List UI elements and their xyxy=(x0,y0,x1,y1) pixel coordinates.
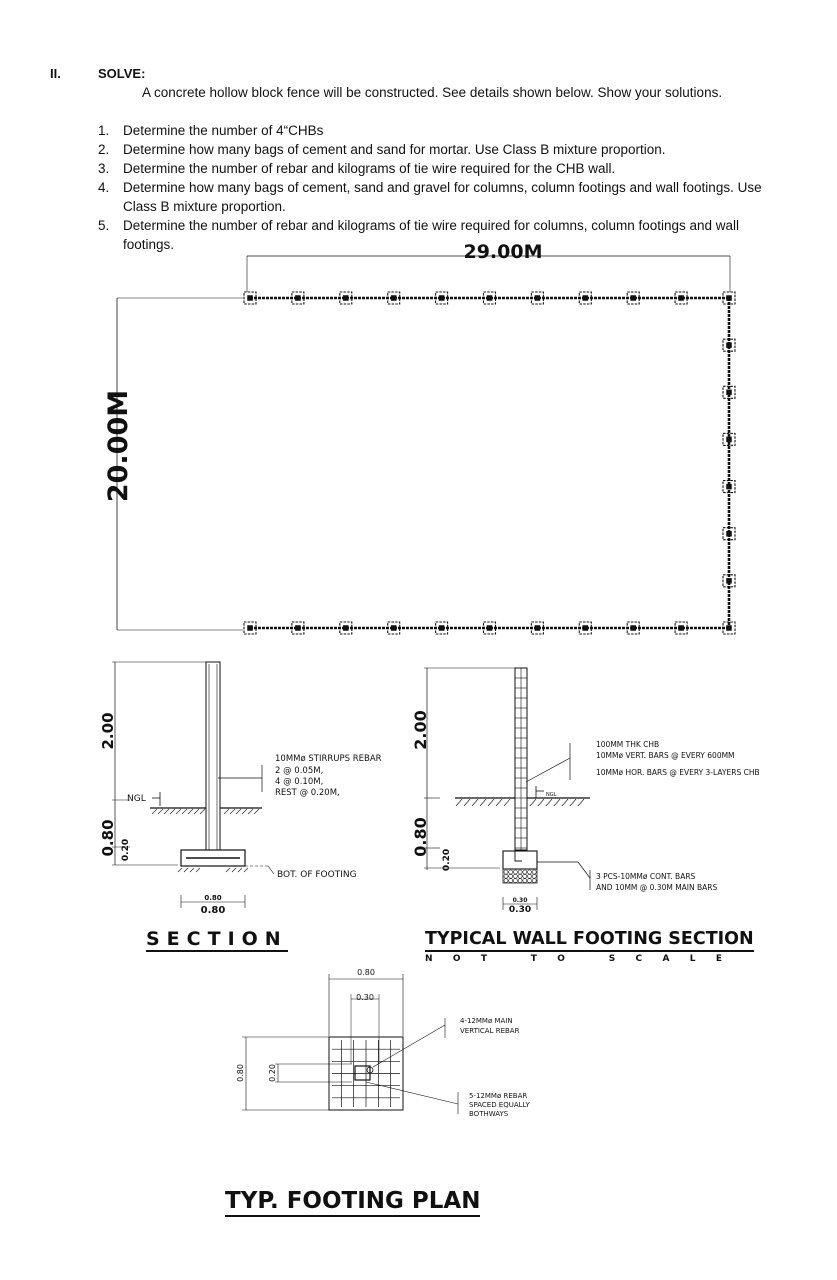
footing-dim-outer: 0.80 xyxy=(357,968,375,977)
wall-footing-thickness: 0.20 xyxy=(442,848,452,872)
wall-footing-subheading: N O T T O S C A L E xyxy=(425,954,731,964)
note-rebar-3: BOTHWAYS xyxy=(469,1110,509,1118)
plan-column xyxy=(579,292,591,304)
wall-footing-labels xyxy=(411,710,760,915)
problem-title: SOLVE: xyxy=(98,66,146,81)
note-continuous-bars: 3 PCS-10MMø CONT. BARS xyxy=(596,872,696,881)
section-ngl: NGL xyxy=(127,794,146,804)
note-main-rebar-2: VERTICAL REBAR xyxy=(460,1027,520,1035)
note-rebar-1: 5-12MMø REBAR xyxy=(469,1092,528,1100)
plan-column xyxy=(436,292,448,304)
stirrups-line-1: 2 @ 0.05M, xyxy=(275,766,324,776)
footing-dim-side: 0.80 xyxy=(236,1064,245,1082)
wall-height: 2.00 xyxy=(411,710,430,750)
note-chb: 100MM THK CHB xyxy=(596,740,660,749)
plan-column xyxy=(531,292,543,304)
plan-columns xyxy=(244,292,735,634)
footing-dim-column: 0.20 xyxy=(268,1064,277,1082)
question-item: 5. Determine the number of rebar and kilograms of tie wire required for columns, column footings and wall footings. xyxy=(98,218,740,252)
plan-column xyxy=(388,292,400,304)
problem-intro: A concrete hollow block fence will be constructed. See details shown below. Show your solutions. xyxy=(142,85,723,100)
plan-column xyxy=(579,622,591,634)
stirrups-title: 10MMø STIRRUPS REBAR xyxy=(275,754,382,764)
note-rebar-2: SPACED EQUALLY xyxy=(469,1101,530,1109)
wall-width: 0.30 xyxy=(508,905,532,915)
section-footing-thickness: 0.20 xyxy=(121,838,131,862)
plan-column xyxy=(484,622,496,634)
column-body xyxy=(206,662,220,850)
plan-column xyxy=(388,622,400,634)
note-main-bars: AND 10MM @ 0.30M MAIN BARS xyxy=(596,883,718,892)
note-vertical-bars: 10MMø VERT. BARS @ EVERY 600MM xyxy=(596,751,735,760)
section-width: 0.80 xyxy=(200,905,226,916)
problem-number: II. xyxy=(50,66,61,81)
note-main-rebar-1: 4-12MMø MAIN xyxy=(460,1017,513,1025)
section-below-height: 0.80 xyxy=(99,819,117,857)
wall-below-height: 0.80 xyxy=(411,817,430,857)
question-item: 3. Determine the number of rebar and kilograms of tie wire required for the CHB wall. xyxy=(98,161,616,176)
footing-dim-inner: 0.30 xyxy=(356,993,374,1002)
footing-plan xyxy=(242,974,458,1114)
note-horizontal-bars: 10MMø HOR. BARS @ EVERY 3-LAYERS CHB xyxy=(596,768,760,777)
stirrups-line-3: REST @ 0.20M, xyxy=(275,788,340,798)
wall-ngl: NGL xyxy=(546,792,557,798)
wall-footing-heading: TYPICAL WALL FOOTING SECTION xyxy=(425,931,754,952)
question-item: 4. Determine how many bags of cement, sand and gravel for columns, column footings and wall footings. Use Class B mixture proportion. xyxy=(98,180,762,214)
footing-plan-labels xyxy=(236,968,531,1118)
plan-width-label: 20.00M xyxy=(103,389,134,503)
section-width-small: 0.80 xyxy=(204,894,222,902)
wall-width-small: 0.30 xyxy=(512,897,528,904)
plan-column xyxy=(531,622,543,634)
column-section-labels xyxy=(99,712,382,916)
plan-column xyxy=(484,292,496,304)
column-section xyxy=(112,662,274,908)
wall-footing xyxy=(503,851,537,869)
fence-plan xyxy=(117,256,735,634)
wall-footing-section xyxy=(424,668,590,910)
plan-column xyxy=(723,528,735,540)
plan-column xyxy=(436,622,448,634)
question-item: 2. Determine how many bags of cement and sand for mortar. Use Class B mixture proportion. xyxy=(98,142,666,157)
bottom-of-footing: BOT. OF FOOTING xyxy=(277,870,357,880)
section-heading: SECTION xyxy=(146,928,288,950)
stirrups-line-2: 4 @ 0.10M, xyxy=(275,777,324,787)
section-wall-height: 2.00 xyxy=(99,712,117,750)
question-item: 1. Determine the number of 4“CHBs xyxy=(98,123,324,138)
plan-length-label: 29.00M xyxy=(463,241,543,263)
footing-plan-heading: TYP. FOOTING PLAN xyxy=(225,1190,480,1217)
